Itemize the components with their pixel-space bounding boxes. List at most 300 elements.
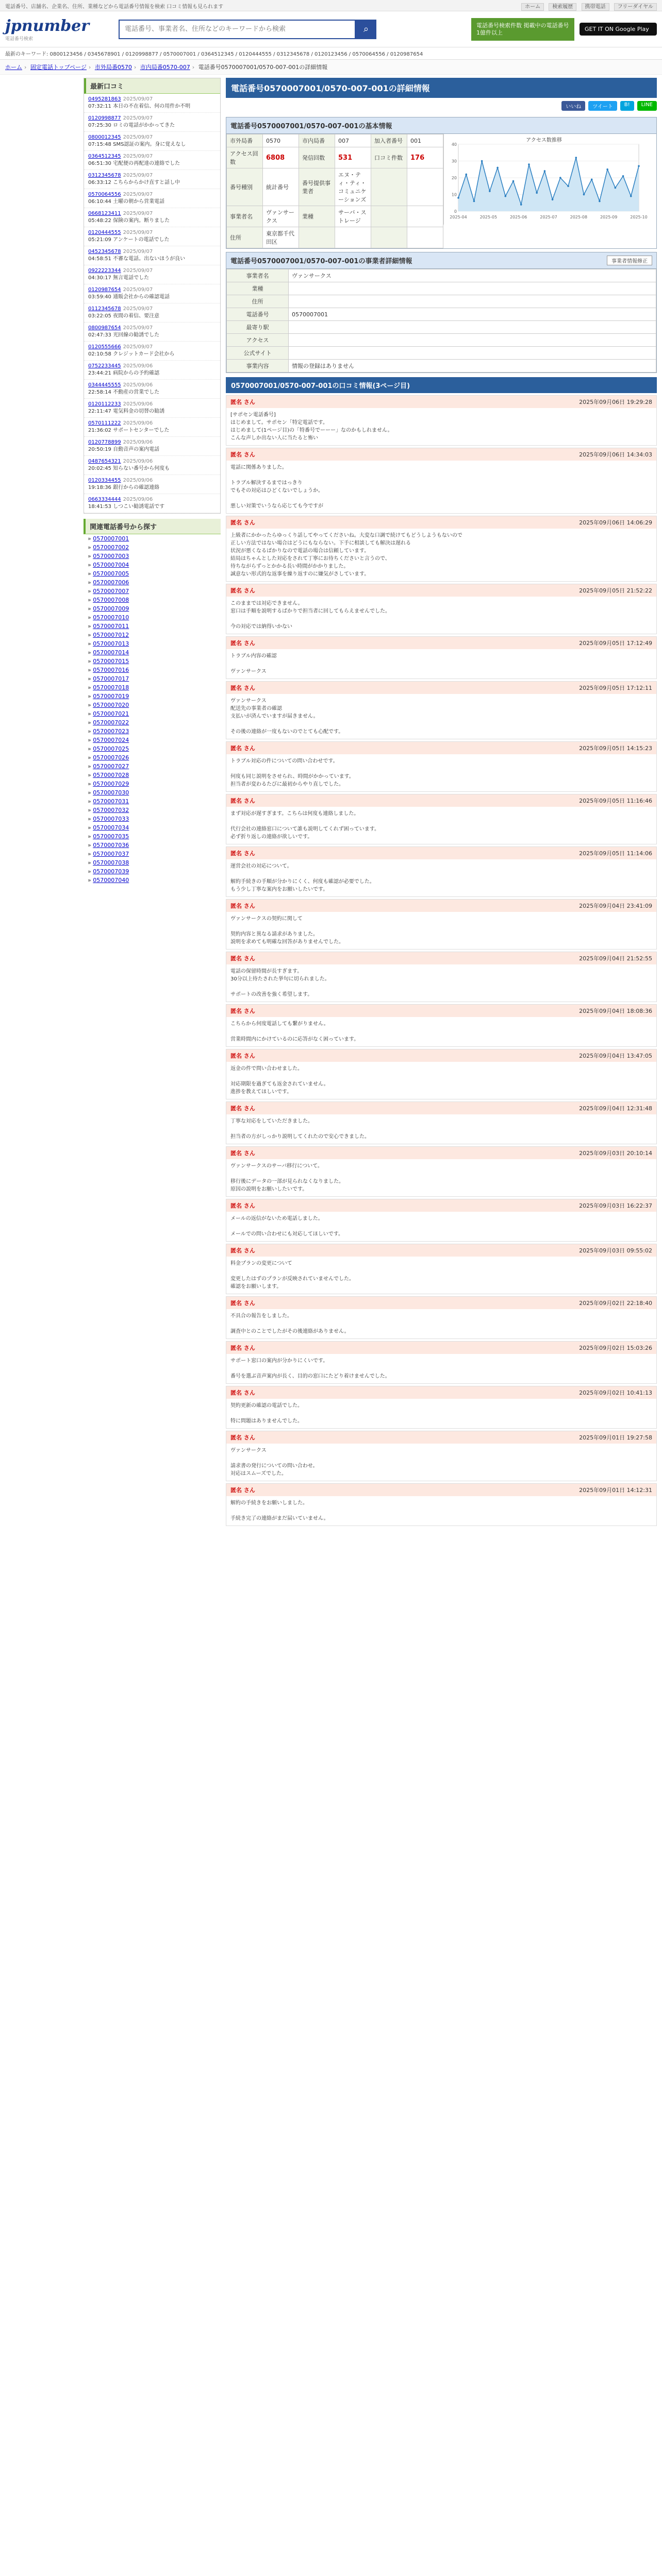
info-value: サーバ・ストレージ (335, 206, 371, 227)
chart-point (552, 198, 554, 200)
detail-row (227, 347, 656, 360)
detail-value: 情報の登録はありません (289, 360, 656, 372)
review-number-link[interactable]: 0120112233 (88, 401, 121, 407)
detail-label: 最寄り駅 (227, 321, 289, 334)
basic-info-panel (226, 117, 657, 249)
review-number-link[interactable]: 0922223344 (88, 268, 121, 274)
related-number-link[interactable]: 0570007031 (93, 798, 129, 805)
search-form (119, 20, 376, 39)
comment-item (226, 1049, 657, 1099)
chart-y-tick: 0 (454, 209, 457, 214)
comment-header (226, 1102, 656, 1114)
related-number-link[interactable]: 0570007030 (93, 789, 129, 796)
comment-date: 2025年09月05日 21:52:22 (579, 587, 652, 594)
info-value (335, 227, 371, 248)
latest-review-item (84, 475, 220, 494)
comment-date: 2025年09月06日 14:06:29 (579, 519, 652, 526)
comment-item (226, 448, 657, 514)
related-number-item: » 0570007032 (88, 807, 129, 814)
related-number-item: » 0570007030 (88, 789, 129, 796)
header (0, 11, 662, 47)
comment-author: 匿名 さん (230, 1300, 255, 1307)
related-number-item: » 0570007005 (88, 570, 129, 577)
comment-body: 不具合の報告をしました。 調査中とのことでしたがその後連絡がありません。 (230, 1313, 350, 1334)
comment-date: 2025年09月04日 23:41:09 (579, 903, 652, 909)
chart-point (606, 168, 608, 171)
chart-y-tick: 20 (451, 176, 457, 180)
related-number-item: » 0570007026 (88, 754, 129, 761)
comment-body: 解約の手続きをお願いしました。 手続き完了の連絡がまだ届いていません。 (230, 1500, 329, 1521)
related-number-link[interactable]: 0570007036 (93, 842, 129, 849)
related-number-link[interactable]: 0570007032 (93, 807, 129, 814)
detail-label: 業種 (227, 282, 289, 295)
related-number-link[interactable]: 0570007037 (93, 851, 129, 857)
comment-body: ヴァンサークス 配送先の事業者の確認 支払いが済んでいますが届きません。 その後の連絡が一度もないのでとても心配です。 (230, 698, 344, 735)
breadcrumb-local[interactable]: 市内局番0570-007 (140, 64, 190, 71)
review-number-link[interactable]: 0570111222 (88, 420, 121, 426)
comment-header (226, 1005, 656, 1017)
review-date: 2025/09/07 (123, 192, 153, 197)
breadcrumb-fixed[interactable]: 固定電話トップページ (30, 64, 87, 71)
access-graph (443, 134, 656, 225)
review-date: 2025/09/06 (123, 382, 153, 388)
latest-reviews-title: 最新口コミ (84, 78, 220, 94)
review-text: 20:50:19 自動音声の案内電話 (88, 447, 160, 452)
top-link-mobile[interactable]: 携帯電話 (582, 3, 609, 11)
comment-body: 電話に関係ありました。 トラブル解決するまではっきり でもその対応はひどくないでしょうか。 悪しい対策でいうなら応じても今ですが (230, 465, 323, 509)
comment-header (226, 396, 656, 408)
latest-review-item (84, 189, 220, 208)
detail-row (227, 269, 656, 282)
review-number-link[interactable]: 0800012345 (88, 134, 121, 140)
info-label: 番号種別 (227, 168, 263, 206)
review-number-link[interactable]: 0364512345 (88, 154, 121, 159)
review-number-link[interactable]: 0120998877 (88, 115, 121, 121)
comment-header (226, 682, 656, 694)
related-number-item: » 0570007016 (88, 667, 129, 673)
comment-date: 2025年09月03日 09:55:02 (579, 1247, 652, 1254)
basic-info-body (226, 134, 656, 248)
chart-point (481, 160, 483, 162)
comment-header (226, 1484, 656, 1496)
review-text: 05:21:09 アンケートの電話でした (88, 237, 170, 243)
chart-point (591, 178, 593, 180)
related-number-item: » 0570007018 (88, 684, 129, 691)
edit-button[interactable]: 事業者情報修正 (607, 256, 652, 265)
site-logo[interactable]: jpnumber 電話番号検索 (5, 17, 108, 42)
review-number-link[interactable]: 0112345678 (88, 306, 121, 312)
related-number-link[interactable]: 0570007034 (93, 824, 129, 831)
comment-item (226, 584, 657, 634)
comment-item (226, 846, 657, 897)
related-numbers-list (84, 534, 221, 885)
review-text: 22:58:14 不動産の営業でした (88, 389, 160, 395)
basic-info-title: 電話番号0570007001/0570-007-001の基本情報 (226, 117, 656, 134)
info-label: 番号提供事業者 (299, 168, 335, 206)
chart-point (528, 163, 530, 165)
related-number-item: » 0570007008 (88, 597, 129, 603)
chart-title: アクセス数推移 (526, 138, 562, 143)
comment-date: 2025年09月04日 12:31:48 (579, 1105, 652, 1112)
related-number-link[interactable]: 0570007018 (93, 684, 129, 691)
detail-value (289, 347, 656, 360)
info-label: アクセス回数 (227, 147, 263, 168)
detail-label: 事業内容 (227, 360, 289, 372)
review-date: 2025/09/06 (123, 401, 153, 407)
review-text: 07:25:30 ロミの電話がかかってきた (88, 123, 175, 128)
comment-item (226, 741, 657, 792)
comment-body: 電話の保留時間が長すぎます。 30分以上待たされた挙句に切られました。 サポートの改善を強く希望します。 (230, 969, 330, 997)
chart-y-tick: 40 (451, 142, 457, 147)
top-link-freedial[interactable]: フリーダイヤル (614, 3, 657, 11)
related-number-link[interactable]: 0570007022 (93, 719, 129, 726)
related-number-item: » 0570007007 (88, 588, 129, 595)
related-number-item: » 0570007029 (88, 781, 129, 787)
share-facebook[interactable]: いいね (561, 101, 585, 111)
related-number-link[interactable]: 0570007035 (93, 833, 129, 840)
chart-point (505, 195, 507, 197)
comment-body: ヴァンサークスの契約に関して 契約内容と異なる請求がありました。 説明を求めても明確な回答がありませんでした。 (230, 916, 344, 945)
info-value: 001 (407, 134, 443, 147)
related-number-link[interactable]: 0570007038 (93, 859, 129, 866)
comment-date: 2025年09月05日 17:12:49 (579, 640, 652, 647)
search-icon: ⌕ (363, 24, 369, 34)
related-number-link[interactable]: 0570007001 (93, 535, 129, 542)
chart-x-tick: 2025-05 (479, 215, 498, 219)
comment-date: 2025年09月05日 11:14:06 (579, 850, 652, 857)
review-date: 2025/09/07 (123, 173, 153, 178)
related-number-item: » 0570007036 (88, 842, 129, 849)
search-input[interactable] (119, 20, 356, 39)
comment-date: 2025年09月06日 14:34:03 (579, 451, 652, 458)
related-number-item: » 0570007013 (88, 640, 129, 647)
comment-date: 2025年09月02日 10:41:13 (579, 1389, 652, 1396)
comment-header (226, 516, 656, 529)
info-label: 発信回数 (299, 147, 335, 168)
detail-value: ヴァンサークス (289, 269, 656, 282)
count-badge: 電話番号検索件数 掲載中の電話番号 1億件以上 (471, 18, 574, 41)
review-number-link[interactable]: 0120555666 (88, 344, 121, 350)
related-number-item: » 0570007039 (88, 868, 129, 875)
chart-x-tick: 2025-09 (600, 215, 618, 219)
comment-body: メールの返信がないため電話しました。 メールでの問い合わせにも対応してほしいです。 (230, 1216, 343, 1237)
access-chart (446, 136, 648, 222)
review-number-link[interactable]: 0800987654 (88, 325, 121, 331)
chart-point (465, 174, 467, 176)
latest-review-item (84, 208, 220, 227)
comment-author: 匿名 さん (230, 955, 255, 962)
related-number-link[interactable]: 0570007026 (93, 754, 129, 761)
comment-item (226, 1146, 657, 1197)
related-number-link[interactable]: 0570007025 (93, 745, 129, 752)
comment-header (226, 900, 656, 912)
review-text: 19:18:36 銀行からの確認連絡 (88, 485, 160, 490)
related-number-link[interactable]: 0570007013 (93, 640, 129, 647)
comment-header (226, 1199, 656, 1212)
comment-body: 運営会社の対応について。 解約手続きの手順が分かりにくく、何度も確認が必要でした。 もう少し丁寧な案内をお願いしたいです。 (230, 863, 375, 892)
comment-body: 丁寧な対応をしていただきました。 担当者の方がしっかり説明してくれたので安心できました。 (230, 1118, 370, 1140)
comment-header (226, 1297, 656, 1309)
search-button[interactable] (356, 20, 376, 39)
breadcrumb-home[interactable]: ホーム (5, 64, 22, 71)
comment-item (226, 1296, 657, 1339)
related-number-item: » 0570007019 (88, 693, 129, 700)
latest-review-item (84, 323, 220, 342)
keyword-line: 最新のキーワード: 0800123456 / 0345678901 / 0120998877 / 0570007001 / 0364512345 / 0120444555 / 0312345678 / 0120123456 / 0570064556 / 0120987654 (0, 47, 662, 60)
top-link-home[interactable]: ホーム (521, 3, 544, 11)
page-title: 電話番号0570007001/0570-007-001の詳細情報 (226, 78, 657, 98)
latest-review-item (84, 437, 220, 456)
review-date: 2025/09/07 (123, 287, 153, 293)
related-numbers-title: 関連電話番号から探す (84, 519, 221, 534)
review-number-link[interactable]: 0120987654 (88, 287, 121, 293)
comments-heading: 0570007001/0570-007-001の口コミ情報(3ページ目) (226, 377, 657, 393)
detail-value (289, 321, 656, 334)
comment-item (226, 794, 657, 844)
review-text: 04:58:51 不審な電話。出ないほうが良い (88, 256, 186, 262)
related-number-item: » 0570007027 (88, 763, 129, 770)
info-label: 事業者名 (227, 206, 263, 227)
related-number-link[interactable]: 0570007003 (93, 553, 129, 560)
review-number-link[interactable]: 0452345678 (88, 249, 121, 255)
related-number-link[interactable]: 0570007020 (93, 702, 129, 708)
review-text: 04:30:17 無言電話でした (88, 275, 150, 281)
detail-panel (226, 252, 657, 373)
latest-review-item (84, 303, 220, 323)
top-bar (0, 0, 662, 11)
comment-header (226, 1386, 656, 1399)
info-value (407, 168, 443, 206)
related-number-item: » 0570007006 (88, 579, 129, 586)
basic-info-row (227, 134, 443, 147)
comment-date: 2025年09月03日 16:22:37 (579, 1202, 652, 1209)
breadcrumb-current: 電話番号0570007001/0570-007-001の詳細情報 (198, 64, 328, 71)
related-number-link[interactable]: 0570007015 (93, 658, 129, 665)
comment-author: 匿名 さん (230, 1247, 255, 1254)
review-number-link[interactable]: 0120444555 (88, 230, 121, 235)
review-text: 03:22:05 夜間の着信、要注意 (88, 313, 160, 319)
related-number-link[interactable]: 0570007017 (93, 675, 129, 682)
review-text: 22:11:47 電気料金の切替の勧誘 (88, 409, 165, 414)
related-number-item: » 0570007040 (88, 877, 129, 884)
review-number-link[interactable]: 0120334455 (88, 478, 121, 483)
breadcrumb: ホーム › 固定電話トップページ › 市外局番0570 › 市内局番0570-007 › 電話番号0570007001/0570-007-001の詳細情報 (0, 60, 662, 75)
breadcrumb-area[interactable]: 市外局番0570 (94, 64, 132, 71)
related-number-link[interactable]: 0570007008 (93, 597, 129, 603)
detail-label: 電話番号 (227, 308, 289, 321)
chart-point (544, 170, 546, 172)
latest-review-item (84, 380, 220, 399)
review-number-link[interactable]: 0752233445 (88, 363, 121, 369)
review-date: 2025/09/07 (123, 249, 153, 255)
latest-review-item (84, 132, 220, 151)
comment-author: 匿名 さん (230, 1434, 255, 1441)
info-value: ヴァンサークス (263, 206, 299, 227)
top-links (518, 2, 657, 9)
comment-header (226, 448, 656, 461)
info-label (371, 168, 407, 206)
comment-body: まず対応が遅すぎます。こちらは何度も連絡しました。 代行会社の連絡窓口について誰も説明してくれず困っています。 必ず折り返しの連絡が欲しいです。 (230, 811, 379, 840)
info-label: 住所 (227, 227, 263, 248)
comment-item (226, 395, 657, 446)
related-number-link[interactable]: 0570007023 (93, 728, 129, 735)
review-date: 2025/09/07 (123, 325, 153, 331)
related-number-link[interactable]: 0570007012 (93, 632, 129, 638)
related-number-link[interactable]: 0570007040 (93, 877, 129, 884)
related-number-link[interactable]: 0570007028 (93, 772, 129, 778)
share-line[interactable]: LINE (637, 101, 657, 111)
latest-review-item (84, 227, 220, 246)
basic-info-table (226, 134, 443, 248)
review-number-link[interactable]: 0344445555 (88, 382, 121, 388)
detail-row (227, 308, 656, 321)
related-number-link[interactable]: 0570007019 (93, 693, 129, 700)
comments-list (226, 395, 657, 1526)
chart-x-tick: 2025-07 (540, 215, 557, 219)
comment-body: ヴァンサークス 請求書の発行についての問い合わせ。 対応はスムーズでした。 (230, 1448, 318, 1477)
review-number-link[interactable]: 0312345678 (88, 173, 121, 178)
share-twitter[interactable]: ツイート (588, 101, 617, 111)
share-hatena[interactable]: B! (620, 101, 634, 111)
comment-author: 匿名 さん (230, 1389, 255, 1396)
chart-point (559, 177, 561, 179)
header-right (471, 18, 657, 41)
comment-author: 匿名 さん (230, 798, 255, 804)
related-number-item: » 0570007033 (88, 816, 129, 822)
review-date: 2025/09/07 (123, 306, 153, 312)
chart-point (489, 190, 491, 192)
related-number-link[interactable]: 0570007004 (93, 562, 129, 568)
related-number-item: » 0570007037 (88, 851, 129, 857)
related-number-link[interactable]: 0570007005 (93, 570, 129, 577)
related-number-link[interactable]: 0570007002 (93, 544, 129, 551)
review-number-link[interactable]: 0487654321 (88, 459, 121, 464)
related-number-item: » 0570007001 (88, 535, 129, 542)
comment-body: 契約更新の確認の電話でした。 特に問題はありませんでした。 (230, 1403, 303, 1424)
basic-info-row (227, 168, 443, 206)
comment-date: 2025年09月04日 13:47:05 (579, 1053, 652, 1059)
chart-point (622, 175, 624, 177)
detail-label: 住所 (227, 295, 289, 308)
comment-author: 匿名 さん (230, 1202, 255, 1209)
info-value: 007 (335, 134, 371, 147)
info-value: 176 (407, 147, 443, 168)
comment-date: 2025年09月01日 19:27:58 (579, 1434, 652, 1441)
review-date: 2025/09/07 (123, 268, 153, 274)
review-date: 2025/09/07 (123, 154, 153, 159)
review-text: 05:48:22 保険の案内。断りました (88, 218, 170, 224)
chart-x-tick: 2025-06 (509, 215, 527, 219)
related-number-item: » 0570007021 (88, 710, 129, 717)
review-number-link[interactable]: 0663334444 (88, 497, 121, 502)
related-number-link[interactable]: 0570007021 (93, 710, 129, 717)
google-play-button[interactable]: GET IT ON Google Play (580, 23, 657, 36)
related-number-item: » 0570007020 (88, 702, 129, 708)
detail-value (289, 282, 656, 295)
review-date: 2025/09/06 (123, 478, 153, 483)
related-number-link[interactable]: 0570007009 (93, 605, 129, 612)
chart-point (615, 187, 617, 189)
detail-value: 0570007001 (289, 308, 656, 321)
sidebar (84, 75, 221, 1526)
chart-point (496, 167, 499, 169)
detail-value (289, 295, 656, 308)
related-number-link[interactable]: 0570007007 (93, 588, 129, 595)
related-number-link[interactable]: 0570007014 (93, 649, 129, 656)
related-number-link[interactable]: 0570007016 (93, 667, 129, 673)
comment-item (226, 1483, 657, 1526)
review-number-link[interactable]: 0120778899 (88, 439, 121, 445)
review-number-link[interactable]: 0668123411 (88, 211, 121, 216)
chart-x-tick: 2025-08 (570, 215, 588, 219)
latest-review-item (84, 456, 220, 475)
review-date: 2025/09/06 (123, 439, 153, 445)
chart-point (512, 180, 515, 182)
related-number-link[interactable]: 0570007027 (93, 763, 129, 770)
chart-point (536, 192, 538, 194)
latest-review-item (84, 151, 220, 170)
review-text: 21:36:02 サポートセンターでした (88, 428, 170, 433)
comment-item (226, 1431, 657, 1481)
review-date: 2025/09/07 (123, 211, 153, 216)
related-number-item: » 0570007038 (88, 859, 129, 866)
top-link-history[interactable]: 検索履歴 (549, 3, 576, 11)
related-number-link[interactable]: 0570007006 (93, 579, 129, 586)
related-number-link[interactable]: 0570007039 (93, 868, 129, 875)
related-number-item: » 0570007034 (88, 824, 129, 831)
latest-reviews-list (84, 94, 220, 513)
comment-header (226, 1049, 656, 1062)
related-number-link[interactable]: 0570007011 (93, 623, 129, 630)
info-label: 市外局番 (227, 134, 263, 147)
chart-point (638, 165, 640, 167)
content-wrap (0, 75, 662, 1526)
chart-point (630, 195, 632, 197)
info-value: 6808 (263, 147, 299, 168)
comment-date: 2025年09月04日 21:52:55 (579, 955, 652, 962)
related-number-link[interactable]: 0570007029 (93, 781, 129, 787)
comment-item (226, 1004, 657, 1047)
detail-label: 公式サイト (227, 347, 289, 360)
review-date: 2025/09/07 (123, 344, 153, 350)
chart-point (583, 194, 585, 196)
latest-review-item (84, 361, 220, 380)
related-number-link[interactable]: 0570007033 (93, 816, 129, 822)
related-number-link[interactable]: 0570007024 (93, 737, 129, 743)
comment-date: 2025年09月06日 19:29:28 (579, 399, 652, 405)
related-number-item: » 0570007035 (88, 833, 129, 840)
info-value: 0570 (263, 134, 299, 147)
related-number-item: » 0570007011 (88, 623, 129, 630)
info-value: エヌ・ティ・ティ・コミュニケーションズ (335, 168, 371, 206)
related-number-link[interactable]: 0570007010 (93, 614, 129, 621)
detail-row (227, 295, 656, 308)
review-text: 03:59:40 通販会社からの確認電話 (88, 294, 170, 300)
comment-author: 匿名 さん (230, 1150, 255, 1157)
related-number-item: » 0570007015 (88, 658, 129, 665)
comment-body: サポート窓口の案内が分かりにくいです。 番号を選ぶ音声案内が長く、目的の窓口にたどり着けませんでした。 (230, 1358, 390, 1379)
review-number-link[interactable]: 0570064556 (88, 192, 121, 197)
comment-body: トラブル対応の件についての問い合わせです。 何度も同じ説明をさせられ、時間がかかっています。 担当者が変わるたびに最初からやり直しでした。 (230, 758, 354, 787)
latest-review-item (84, 494, 220, 513)
comment-header (226, 1431, 656, 1444)
review-number-link[interactable]: 0495281863 (88, 96, 121, 102)
comment-header (226, 1147, 656, 1159)
comment-item (226, 516, 657, 582)
related-number-item: » 0570007002 (88, 544, 129, 551)
share-buttons (226, 98, 657, 114)
related-number-item: » 0570007031 (88, 798, 129, 805)
